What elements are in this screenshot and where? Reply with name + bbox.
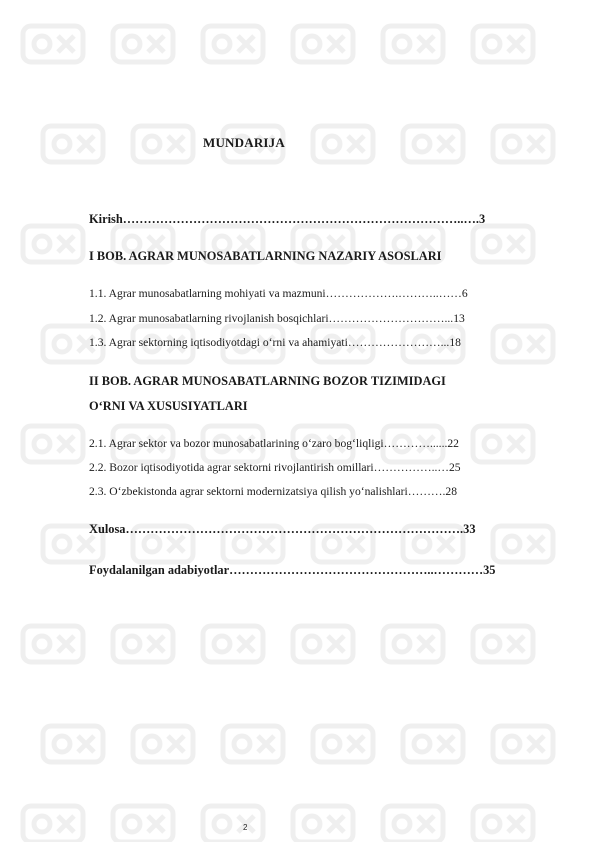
watermark-logo-icon — [40, 120, 106, 168]
watermark-logo-icon — [470, 800, 536, 842]
toc-chapter-1-title: I BOB. AGRAR MUNOSABATLARNING NAZARIY ASOSLARI — [89, 249, 442, 263]
watermark-logo-icon — [490, 720, 556, 768]
toc-entry-2-3: 2.3. O‘zbekistonda agrar sektorni modernizatsiya qilish yo‘nalishlari……….28 — [89, 485, 458, 498]
page-number: 2 — [243, 823, 248, 832]
watermark-logo-icon — [310, 120, 376, 168]
toc-entry-2-1: 2.1. Agrar sektor va bozor munosabatlarining o‘zaro bog‘liqligi…………......22 — [89, 437, 459, 450]
toc-heading: MUNDARIJA — [203, 135, 285, 150]
watermark-logo-icon — [20, 420, 86, 468]
watermark-logo-icon — [40, 720, 106, 768]
watermark-logo-icon — [220, 720, 286, 768]
toc-entry-introduction: Kirish………………………………………………………………………..….3 — [89, 212, 486, 226]
toc-chapter-2-title-line1: II BOB. AGRAR MUNOSABATLARNING BOZOR TIZIMIDAGI — [89, 374, 446, 388]
toc-entry-2-2: 2.2. Bozor iqtisodiyotida agrar sektorni rivojlantirish omillari……………..…25 — [89, 461, 461, 474]
watermark-logo-icon — [490, 320, 556, 368]
watermark-logo-icon — [490, 520, 556, 568]
toc-entry-references: Foydalanilgan adabiyotlar…………………………………………..…………35 — [89, 563, 496, 577]
watermark-logo-icon — [310, 720, 376, 768]
watermark-logo-icon — [110, 620, 176, 668]
toc-entry-1-1: 1.1. Agrar munosabatlarning mohiyati va mazmuni……………….………..……6 — [89, 287, 468, 300]
watermark-logo-icon — [130, 720, 196, 768]
watermark-logo-icon — [20, 620, 86, 668]
watermark-logo-icon — [20, 800, 86, 842]
watermark-logo-icon — [490, 120, 556, 168]
watermark-logo-icon — [470, 420, 536, 468]
toc-entry-conclusion: Xulosa……………………………………………………………………….33 — [89, 522, 476, 536]
toc-entry-1-3: 1.3. Agrar sektorning iqtisodiyotdagi o‘rni va ahamiyati……………………...18 — [89, 336, 461, 349]
watermark-logo-icon — [400, 720, 466, 768]
watermark-logo-icon — [470, 620, 536, 668]
watermark-logo-icon — [130, 120, 196, 168]
toc-chapter-2-title-line2: O‘RNI VA XUSUSIYATLARI — [89, 399, 248, 413]
watermark-logo-icon — [20, 20, 86, 68]
watermark-logo-icon — [110, 20, 176, 68]
watermark-logo-icon — [290, 800, 356, 842]
watermark-logo-icon — [470, 220, 536, 268]
watermark-logo-icon — [290, 20, 356, 68]
watermark-logo-icon — [380, 20, 446, 68]
watermark-logo-icon — [110, 800, 176, 842]
watermark-logo-icon — [20, 220, 86, 268]
watermark-logo-icon — [290, 620, 356, 668]
watermark-logo-icon — [200, 800, 266, 842]
toc-entry-1-2: 1.2. Agrar munosabatlarning rivojlanish bosqichlari…………………………...13 — [89, 312, 465, 325]
watermark-logo-icon — [200, 620, 266, 668]
watermark-logo-icon — [380, 620, 446, 668]
watermark-logo-icon — [380, 800, 446, 842]
watermark-logo-icon — [400, 120, 466, 168]
watermark-logo-icon — [470, 20, 536, 68]
watermark-logo-icon — [200, 20, 266, 68]
